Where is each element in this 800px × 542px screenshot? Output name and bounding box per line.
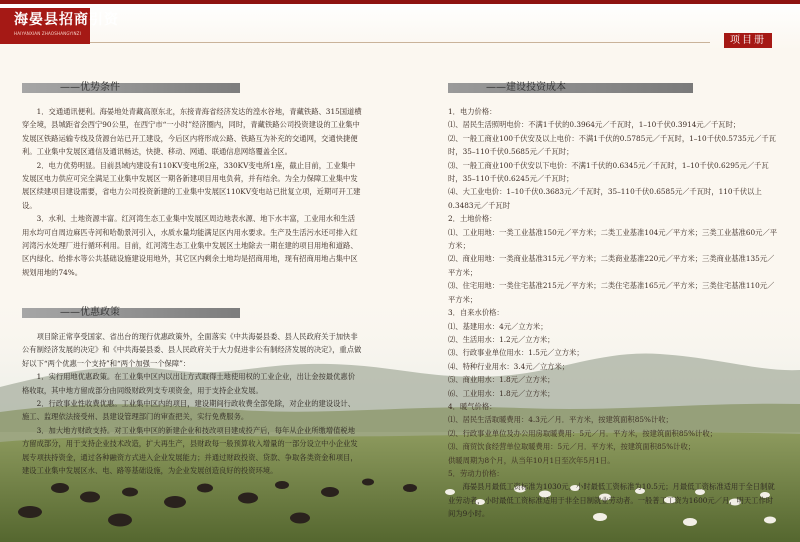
page-header <box>0 0 800 50</box>
cost-line: ⑵、一般工商业100千伏安及以上电价：不满1千伏的0.5785元／千瓦时，1–10千伏0.5735元／千瓦时，35–110千伏0.5685元／千瓦时； <box>448 133 777 157</box>
cost-line: ⑵、商业用地：一类商业基准315元／平方米；二类商业基准220元／平方米；三类商业基准135元／平方米； <box>448 254 775 277</box>
cost-line: ⑷、大工业电价：1–10千伏0.3683元／千瓦时，35–110千伏0.6585元／千瓦时，110千伏以上0.3483元／千瓦时 <box>448 187 762 210</box>
header-divider <box>90 42 710 43</box>
cost-line: ⑶、一般工商业100千伏安以下电价：不满1千伏的0.6345元／千瓦时，1–10千伏0.6295元／千瓦时，35–110千伏0.6245元／千瓦时； <box>448 160 769 184</box>
cost-line: ⑶、商贸饮食经营单位取暖费用：5元／月．平方米，按建筑面积85%计收； <box>448 442 696 452</box>
cost-line: ⑴、基建用水：4元／立方米； <box>448 321 548 331</box>
paragraph: 2．电力优势明显。目前县域内建设有110KV变电所2座，330KV变电所1座，截止目前，工业集中发展区电力供应可完全满足工业集中发展区一期各新建项目用电负荷，并有结余。为全力保障工业集中发展区续建项目建设需要，省电力公司投资新建的工业集中发展区110KV变电站已批复立项，近期可开工建设。 <box>22 160 361 210</box>
paragraph: 2．行政事业性收费优惠。工业集中区内的项目，建设期间行政收费全部免除，对企业的建设设计、施工、监理依法接受州、县建设管理部门的审查把关，实行免费服务。 <box>22 399 355 422</box>
section-heading-investment-cost <box>448 80 778 97</box>
cost-line: ⑴、工业用地：一类工业基准150元／平方米；二类工业基准104元／平方米；三类工业基准60元／平方米； <box>448 227 778 251</box>
cost-line: ⑶、行政事业单位用水：1.5元／立方米； <box>448 348 584 358</box>
left-column <box>22 80 362 279</box>
section-heading-advantages <box>22 80 362 97</box>
section-heading-policies <box>22 305 362 322</box>
paragraph: 3．加大地方财政支持。对工业集中区的新建企业和技改项目建成投产后，每年从企业所缴增值税地方留成部分，用于支持企业技术改造，扩大再生产，县财政每一般预算收入增量的一部分设立中小企业发展专项扶持资金，通过各种融资方式进入企业发展能力；并通过财政投资、贷款、争取各类资金和项目，建设工业集中发展区水、电、路等基础设施，为企业发展创造良好的投资环境。 <box>22 425 358 476</box>
section-title: ——优惠政策 <box>60 307 120 318</box>
cost-line: 供暖周期为8个月，从当年10月1日至次年5月1日。 <box>448 455 615 465</box>
section-title: ——优势条件 <box>60 82 120 93</box>
cost-line: ⑵、行政事业单位及办公用房取暖费用：5元／月．平方米，按建筑面积85%计收； <box>448 428 717 438</box>
brand-title: 海晏县招商引资 <box>14 12 119 28</box>
paragraph: 1．交通通讯便利。海晏地处青藏高原东北，东接青海省经济发达的湟水谷地，青藏铁路、315国道横穿全境，县城距省会西宁90公里，在西宁市“一小时”经济圈内，同时，青藏铁路公司投资建设的工业集中发展区铁路运输专线及货源台站已开工建设，今后区内将形成公路、铁路互为补充的交通网，交通快捷便利。工业集中发展区通信及通讯畅达，快捷、移动、网通、联通信息网络覆盖全区。 <box>22 107 362 157</box>
header-top-rule <box>0 0 800 4</box>
paragraph: 3．水利、土地资源丰富。红河湾生态工业集中发展区周边地表水源、地下水丰富，工业用水和生活用水均可自周边麻匹寺河和哈勒景河引入，水质水量均能满足区内用水要求。生产及生活污水还可排入红河湾污水处理厂进行循环利用。目前，红河湾生态工业集中发展区土地除去一期在建的项目用地和道路、区内绿化、给排水等公共基础设施建设用地外，其它区内剩余土地均是招商用地，现有招商用地占集中区规划用地的74%。 <box>22 214 358 277</box>
cost-line: 2．土地价格： <box>448 214 497 224</box>
cost-line: ⑷、特种行业用水：3.4元／立方米； <box>448 361 570 371</box>
paragraph: 项目除正常享受国家、省出台的现行优惠政策外，全面落实《中共海晏县委、县人民政府关于加快非公有制经济发展的决定》和《中共海晏县委、县人民政府关于大力促进非公有制经济发展的决定》，重点做好以下“两个优惠一个支持”和“两个加强一个保障”： <box>22 332 362 368</box>
left-column-policies <box>22 305 362 477</box>
section-bar <box>22 83 240 93</box>
cost-line: ⑸、商业用水：1.8元／立方米； <box>448 375 555 385</box>
section-bar <box>22 308 240 318</box>
project-book-badge: 项目册 <box>724 33 772 48</box>
cost-line: ⑴、居民生活取暖费用：4.3元／月．平方米，按建筑面积85%计收； <box>448 415 673 425</box>
cost-line: 1．电力价格： <box>448 107 497 116</box>
cost-paragraph: 海晏县月最低工资标准为1030元，小时最低工资标准为10.5元；月最低工资标准适用于全日制就业劳动者，小时最低工资标准适用于非全日制就业劳动者。一般普工工资为1600元／月，明天工作时间为9小时。 <box>448 482 775 519</box>
section-bar <box>448 83 693 93</box>
paragraph: 1．实行用地优惠政策。在工业集中区内以出让方式取得土地使用权的工业企业，出让金按最优惠价格收取，其中地方留成部分由同级财政列支专项资金，用于支持企业发展。 <box>22 372 355 395</box>
cost-line: 5．劳动力价格： <box>448 468 504 478</box>
section-title: ——建设投资成本 <box>486 82 566 93</box>
cost-line: 4．暖气价格： <box>448 401 497 411</box>
brand-subtitle: HAIYANXIAN ZHAOSHANGYINZI <box>14 31 81 36</box>
right-column <box>448 80 778 521</box>
cost-line: ⑵、生活用水：1.2元／立方米； <box>448 334 555 344</box>
cost-line: ⑶、住宅用地：一类住宅基准215元／平方米；二类住宅基准165元／平方米；三类住宅基准110元／平方米； <box>448 281 775 304</box>
cost-line: ⑹、工业用水：1.8元／立方米； <box>448 388 555 398</box>
cost-line: 3．自来水价格： <box>448 308 504 318</box>
cost-line: ⑴、居民生活照明电价：不满1千伏的0.3964元／千瓦时，1–10千伏0.3914元／千瓦时； <box>448 120 741 130</box>
